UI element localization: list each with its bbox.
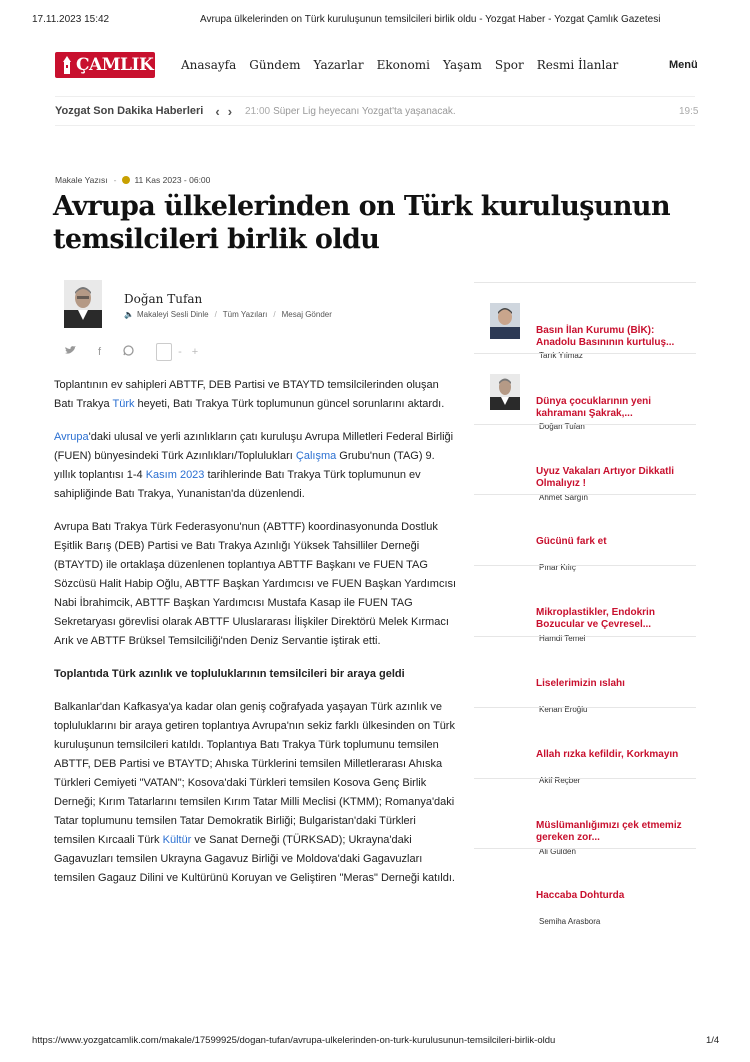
all-articles-link[interactable]: Tüm Yazıları (222, 310, 268, 319)
nav-item-yasam[interactable]: Yaşam (443, 58, 482, 72)
chevron-right-icon[interactable]: › (227, 103, 233, 119)
avatar (490, 303, 520, 339)
sidebar-item-title[interactable]: Gücünü fark et (536, 536, 607, 548)
sidebar-item[interactable] (474, 775, 696, 856)
sidebar-item-author: Doğan Tufan (539, 421, 585, 431)
sidebar-item-title[interactable]: Uyuz Vakaları Artıyor Dikkatli Olmalıyız ! (536, 465, 675, 489)
link-separator: / (273, 310, 276, 319)
article-subheading: Toplantıda Türk azınlık ve topluluklarının temsilcileri bir araya geldi (54, 668, 405, 680)
paragraph: Balkanlar'dan Kafkasya'ya kadar olan geniş coğrafyada yaşayan Türk azınlık ve topluluklarını bir araya getiren toplantıya Avrupa'nın sekiz farklı ülkesinden on Türk kuruluşunun temsilcileri katıldı. Toplantıya Batı Trakya Türk toplumunu temsilen ABTTF, DEB Partisi ve BTAYTD; Ahıska Türklerini temsilen Milletlerarası Ahıska Türkleri Cemiyeti "VATAN"; Kosova'daki Türkleri temsilen Kosova Genç Birlik Derneği; Kırım Tatarlarını temsilen Kırım Tatar Milli Meclisi (KTMM); Romanya'daki Tatar toplumunu temsilen Tatar Demokratik Birliği; Bulgaristan'daki Türkleri temsilen Kırcaali Türk Kültür ve Sanat Derneği (TÜRKSAD); Ukrayna'daki Gagavuzları temsilen Ukrayna Gagavuz Birliği ve Moldova'daki Gagavuzları temsilen Gagauz Dilini ve Kultürünü Koruyan ve Geliştiren "Meras" Derneği katıldı. (54, 701, 455, 884)
sidebar-item-author: Tarık Yılmaz (539, 351, 583, 360)
ticker-next-time: 19:5 (679, 105, 699, 117)
sidebar-item-author: Kenan Eroğlu (539, 704, 588, 714)
menu-button[interactable]: Menü (669, 59, 698, 71)
sidebar-item[interactable] (474, 353, 696, 431)
facebook-icon[interactable]: f (98, 346, 102, 358)
article-date: 11 Kas 2023 - 06:00 (134, 175, 211, 185)
sidebar-item-author: Pınar Kılıç (539, 563, 576, 573)
avatar[interactable] (64, 280, 102, 328)
avatar (490, 374, 520, 410)
sidebar-item-title[interactable]: Müslümanlığımızı çek etmemiz gereken zor... (536, 819, 682, 843)
site-logo[interactable] (55, 52, 155, 78)
nav-item-yazarlar[interactable]: Yazarlar (313, 58, 364, 72)
nav-item-anasayfa[interactable]: Anasayfa (181, 58, 237, 72)
sidebar-item-title[interactable]: Basın İlan Kurumu (BİK): Anadolu Basınının kurtuluş... (536, 325, 675, 348)
logo-text: ÇAMLIK (76, 55, 154, 75)
ticker-arrows (215, 104, 240, 119)
sidebar-item-author: Akif Reçber (539, 775, 581, 785)
minus-icon[interactable]: - (178, 346, 182, 358)
author-links (124, 310, 332, 319)
sidebar-item[interactable] (474, 704, 696, 785)
sidebar-item-title[interactable]: Dünya çocuklarının yeni kahramanı Şakrak,... (536, 395, 652, 419)
author-name[interactable]: Doğan Tufan (124, 292, 203, 306)
print-title: Avrupa ülkelerinden on Türk kuruluşunun temsilcileri birlik oldu - Yozgat Haber - Yozgat Çamlık Gazetesi (200, 14, 661, 25)
article-meta (55, 175, 210, 185)
link-separator: / (214, 310, 217, 319)
sidebar-item[interactable] (474, 494, 696, 573)
meta-separator: - (113, 175, 117, 185)
sidebar-item-author: Hamdi Temel (539, 634, 586, 644)
chevron-left-icon[interactable]: ‹ (215, 103, 220, 119)
article-category[interactable]: Makale Yazısı (55, 175, 108, 185)
speaker-icon: 🔈 (124, 310, 134, 319)
print-date: 17.11.2023 15:42 (32, 14, 110, 25)
main-nav (181, 58, 631, 72)
paragraph: Avrupa Batı Trakya Türk Federasyonu'nun (ABTTF) koordinasyonunda Dostluk Eşitlik Barış (DEB) Partisi ve Batı Trakya Azınlığı Yüksek Tahsilliler Derneği (BTAYTD) ile ortaklaşa düzenlenen toplantıya ABTTF Başkanı ve FUEN TAG Sözcüsü Halit Habip Oğlu, ABTTF Başkan Yardımcısı ve FUEN Başkan Yardımcısı Nabi İbrahimcik, ABTTF Başkan Yardımcısı Mustafa Kasap ile FUEN TAG Sekretaryası görevlisi olarak ABTTF Uluslararası İlişkiler Direktörü Melek Kırmacı Arık ve ABTTF Brüksel Temsilciliği'nden Deniz Servantie iştirak etti. (54, 521, 457, 647)
nav-item-spor[interactable]: Spor (494, 58, 524, 72)
article-body (54, 376, 459, 902)
font-size-box[interactable] (156, 343, 172, 361)
link-kasim-2023[interactable]: Kasım 2023 (145, 469, 205, 481)
twitter-icon[interactable] (65, 346, 76, 358)
sidebar-item-title[interactable]: Allah rızka kefildir, Korkmayın (536, 748, 679, 760)
link-turk[interactable]: Türk (112, 398, 135, 410)
ticker-time: 21:00 (245, 105, 271, 117)
sidebar-columnists (474, 282, 696, 927)
ticker-item[interactable] (245, 106, 456, 117)
ticker-label: Yozgat Son Dakika Haberleri (55, 105, 204, 117)
sidebar-item-author: Ahmet Sargın (539, 492, 588, 502)
sidebar-item[interactable] (474, 565, 696, 644)
page-title: Avrupa ülkelerinden on Türk kuruluşunun temsilcileri birlik oldu (53, 191, 670, 255)
link-avrupa[interactable]: Avrupa (54, 431, 89, 443)
sidebar-item[interactable] (474, 848, 696, 927)
sidebar-item[interactable] (474, 421, 696, 502)
listen-link[interactable]: Makaleyi Sesli Dinle (136, 310, 209, 319)
print-url[interactable]: https://www.yozgatcamlik.com/makale/17599925/dogan-tufan/avrupa-ulkelerinden-on-turk-kurulusunun-temsilcileri-birlik-oldu (32, 1035, 556, 1046)
nav-item-gundem[interactable]: Gündem (249, 58, 301, 72)
sidebar-item-author: Ali Gülden (539, 846, 576, 856)
plus-icon[interactable]: + (191, 346, 199, 358)
nav-item-resmi-ilanlar[interactable]: Resmi İlanlar (536, 58, 619, 72)
nav-item-ekonomi[interactable]: Ekonomi (376, 58, 430, 72)
ticker-headline: Süper Lig heyecanı Yozgat'ta yaşanacak. (273, 105, 456, 117)
tower-icon (61, 56, 73, 74)
paragraph: Avrupa'daki ulusal ve yerli azınlıkların çatı kuruluşu Avrupa Milletleri Federal Birliği (FUEN) bünyesindeki Türk Azınlıkları/Toplulukları Çalışma Grubu'nun (TAG) 9. yıllık toplantısı 1-4 Kasım 2023 tarihlerinde Batı Trakya Türk toplumunun ev sahipliğinde Batı Trakya, Yunanistan'da düzenlendi. (54, 431, 454, 500)
paragraph: Toplantının ev sahipleri ABTTF, DEB Partisi ve BTAYTD temsilcilerinden oluşan Batı Trakya Türk heyeti, Batı Trakya Türk toplumunun güncel sorunlarını aktardı. (54, 379, 445, 410)
whatsapp-icon[interactable] (123, 345, 134, 359)
sidebar-item[interactable] (474, 282, 696, 360)
sidebar-item-author: Semiha Arasbora (539, 917, 601, 927)
sidebar-item-title[interactable]: Haccaba Dohturda (536, 890, 625, 902)
send-message-link[interactable]: Mesaj Gönder (281, 310, 332, 319)
breaking-news-ticker (55, 96, 699, 126)
clock-icon (122, 176, 130, 184)
sidebar-item[interactable] (474, 636, 696, 714)
link-kultur[interactable]: Kültür (162, 834, 192, 846)
link-calisma[interactable]: Çalışma (295, 450, 337, 462)
share-bar (65, 343, 208, 361)
author-photo-icon (64, 280, 102, 328)
sidebar-item-title[interactable]: Mikroplastikler, Endokrin Bozucular ve Çevresel... (536, 607, 655, 631)
sidebar-item-title[interactable]: Liselerimizin ıslahı (536, 677, 625, 689)
page-number: 1/4 (706, 1035, 720, 1046)
